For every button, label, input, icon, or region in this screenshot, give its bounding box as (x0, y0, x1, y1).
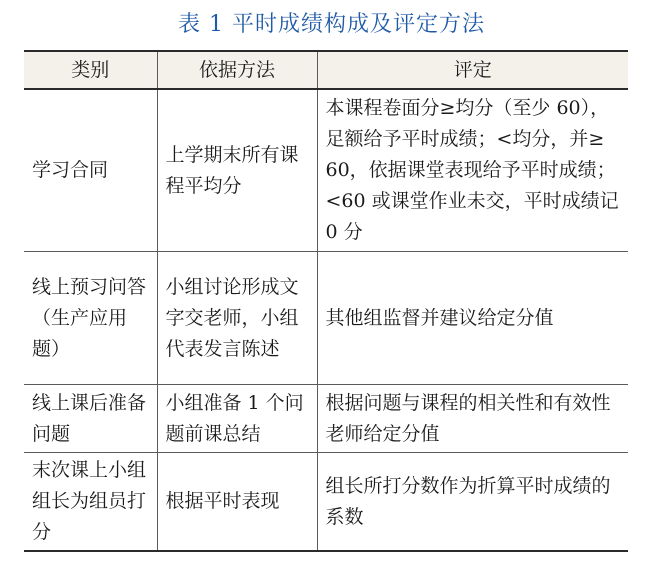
evaluation-cell: 根据问题与课程的相关性和有效性老师给定分值 (317, 385, 628, 453)
evaluation-cell: 本课程卷面分≥均分（至少 60），足额给予平时成绩；<均分，并≥ 60，依据课堂表现给予平时成绩；<60 或课堂作业未交，平时成绩记 0 分 (317, 89, 628, 252)
column-header-basis: 依据方法 (157, 51, 317, 89)
evaluation-cell: 组长所打分数作为折算平时成绩的系数 (317, 453, 628, 552)
basis-cell: 上学期末所有课程平均分 (157, 89, 317, 252)
table-row (24, 453, 628, 552)
column-header-evaluation: 评定 (317, 51, 628, 89)
grading-table (24, 50, 628, 552)
table-row (24, 89, 628, 252)
table-row (24, 252, 628, 385)
basis-cell: 小组准备 1 个问题前课总结 (157, 385, 317, 453)
table-header-row (24, 51, 628, 89)
column-header-category: 类别 (24, 51, 157, 89)
basis-cell: 根据平时表现 (157, 453, 317, 552)
basis-cell: 小组讨论形成文字交老师，小组代表发言陈述 (157, 252, 317, 385)
category-cell: 线上课后准备问题 (24, 385, 157, 453)
table-row (24, 385, 628, 453)
category-cell: 线上预习问答（生产应用题） (24, 252, 157, 385)
category-cell: 学习合同 (24, 89, 157, 252)
category-cell: 末次课上小组组长为组员打分 (24, 453, 157, 552)
table-caption: 表 1 平时成绩构成及评定方法 (178, 12, 485, 37)
evaluation-cell: 其他组监督并建议给定分值 (317, 252, 628, 385)
